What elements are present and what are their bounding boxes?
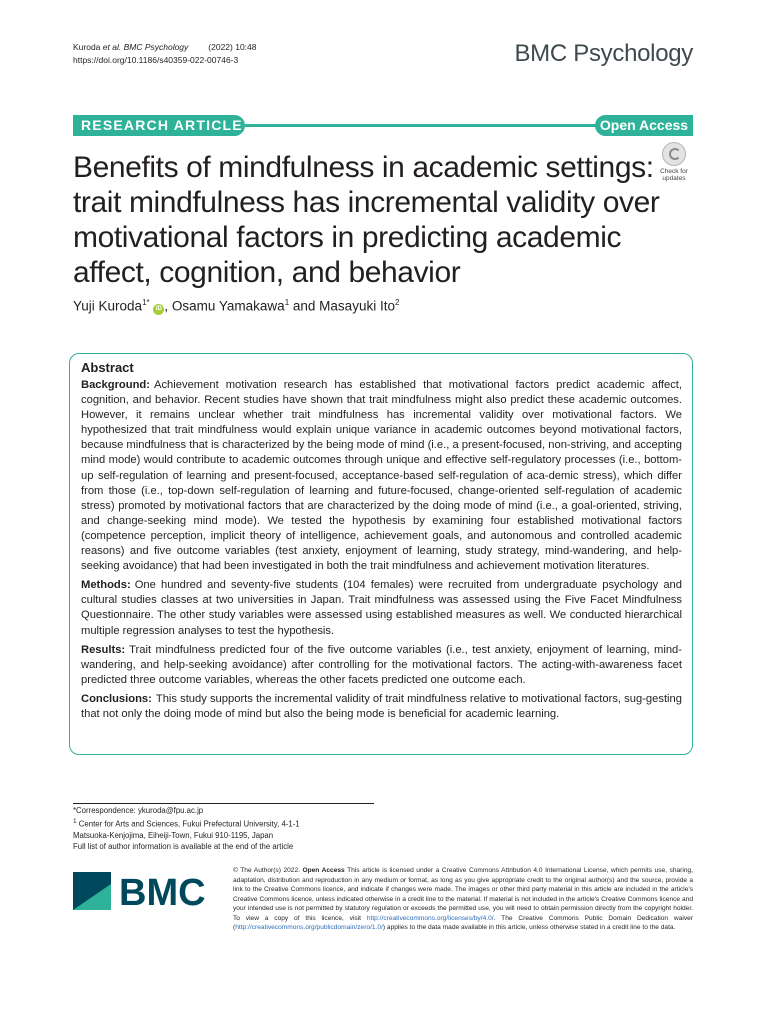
abstract-background: [81, 378, 682, 574]
cc-by-link[interactable]: http://creativecommons.org/licenses/by/4.0/: [366, 914, 494, 922]
abstract-conclusions: [81, 692, 682, 722]
license-body-3: ) applies to the data made available in this article, unless otherwise stated in a credit line to the data.: [382, 924, 676, 931]
article-type-label: RESEARCH ARTICLE: [73, 115, 245, 136]
banner-rule: [245, 124, 597, 127]
abstract-methods: [81, 578, 682, 638]
correspondence: *Correspondence: ykuroda@fpu.ac.jp: [73, 806, 204, 815]
affiliation-line-1: Center for Arts and Sciences, Fukui Prefectural University, 4-1-1: [76, 819, 300, 829]
article-banner: [73, 115, 693, 136]
license-body: This article is licensed under a Creative Commons Attribution 4.0 International License, which permits use, sharing, adaptation, distribution and reproduction in any medium or format, as long as you give appropriate credit to the original author(s) and the source, provide a link to the Creative Commons licence, and indicate if changes were made. The images or other third party material in this article are included in the article's Creative Commons licence, unless indicated otherwise in a credit line to the material. If material is not included in the article's Creative Commons licence and your intended use is not permitted by statutory regulation or exceeds the permitted use, you will need to obtain permission directly from the copyright holder. To view a copy of this licence, visit: [233, 867, 693, 922]
author-info-note: Full list of author information is available at the end of the article: [73, 842, 294, 852]
abstract-box: [69, 353, 693, 755]
conclusions-text: This study supports the incremental validity of trait mindfulness relative to motivational factors, sug-gesting that not only the doing mode of mind but also the being mode is beneficial for academic learning.: [81, 692, 682, 720]
open-access-badge: Open Access: [595, 115, 693, 136]
check-updates-icon: [662, 142, 686, 166]
doi-link[interactable]: https://doi.org/10.1186/s40359-022-00746-3: [73, 55, 239, 65]
license-body-2: . The Creative Commons Public Domain Dedication waiver (: [233, 914, 693, 931]
orcid-icon[interactable]: iD: [153, 304, 164, 315]
bmc-logo: [73, 872, 213, 910]
citation-header: [73, 41, 257, 67]
methods-text: One hundred and seventy-five students (104 females) were recruited from undergraduate psychology and cultural studies classes at two universities in Japan. Trait mindfulness was assessed using the Five Facet Mindfulness Questionnaire. The other study variables were assessed using established measures as well. We conducted hierarchical multiple regression analyses to test the hypothesis.: [81, 579, 682, 637]
cc-zero-link[interactable]: http://creativecommons.org/publicdomain/zero/1.0/: [235, 924, 383, 931]
citation-authors: Kuroda: [73, 42, 103, 52]
affiliation-sup: 1: [73, 818, 77, 826]
logo-text: BMC: [119, 872, 206, 910]
abstract-results: [81, 643, 682, 688]
footnote: [73, 805, 393, 853]
author-name[interactable]: and Masayuki Ito: [289, 298, 395, 314]
author-sup: 1: [284, 298, 290, 307]
methods-label: Methods:: [81, 579, 131, 592]
background-text: Achievement motivation research has established that motivational factors predict academic affect, cognition, and behavior. Recent studies have shown that trait mindfulness might also predict these academic outcomes. However, it remains unclear whether trait mindfulness has incremental validity over motivational factors. We hypothesized that trait mindfulness would explain unique variance in academic outcomes beyond motivational factors, because mindfulness that is characterized by the being mode of mind (i.e., a present-focused, non-striving, and accepting mind mode) would contribute to academic outcomes through unique and effective self-regulatory processes (i.e., bottom-up self-regulation of learning and present-focused, acceptance-based self-regulation of aca-demic stress), which differ from those (i.e., top-down self-regulation of learning and future-focused, change-oriented self-regulation of academic stress) promoted by motivational factors that are characterized by the doing mode of mind (i.e., a goal-oriented, striving, and change-seeking mind mode). We tested the hypothesis by examining four established motivational factors (competence perception, implicit theory of intelligence, achievement goals, and autonomous and controlled academic reasons) and five outcome variables (test anxiety, enjoyment of learning, study strategy, mind-wandering, and help-seeking avoidance) that had been investigated in both the trait mindfulness and achievement motivation literatures.: [81, 379, 682, 573]
check-for-updates-button[interactable]: [652, 142, 696, 182]
license-oa: Open Access: [302, 867, 345, 874]
author-sup: 2: [394, 298, 400, 307]
article-title: Benefits of mindfulness in academic settings: trait mindfulness has incremental validity over motivational factors in predicting academic affect, cognition, and behavior: [73, 151, 660, 289]
journal-name: BMC Psychology: [514, 40, 693, 67]
author-name[interactable]: , Osamu Yamakawa: [164, 298, 285, 314]
citation-year: (2022) 10:48: [208, 42, 257, 52]
affiliation-line-2: Matsuoka-Kenjojima, Eiheiji-Town, Fukui 910-1195, Japan: [73, 831, 274, 841]
citation-journal: et al. BMC Psychology: [102, 42, 189, 52]
author-name[interactable]: Yuji Kuroda: [73, 298, 143, 314]
results-label: Results:: [81, 643, 126, 656]
author-sup: 1*: [142, 298, 150, 307]
footnote-divider: [73, 803, 374, 804]
abstract-heading: Abstract: [81, 360, 134, 375]
author-list: [73, 298, 399, 315]
license-copyright: © The Author(s) 2022.: [233, 867, 303, 874]
check-updates-label: Check for updates: [660, 168, 688, 182]
results-text: Trait mindfulness predicted four of the five outcome variables (i.e., test anxiety, enjoyment of learning, mind-wandering, and help-seeking avoidance) after controlling for the motivational factors. The acting-with-awareness facet predicted three outcome variables, whereas the other facets predicted one outcome each.: [81, 643, 682, 686]
license-text: [233, 866, 693, 933]
background-label: Background:: [81, 379, 150, 391]
affiliation: [73, 816, 393, 830]
conclusions-label: Conclusions:: [81, 692, 152, 705]
